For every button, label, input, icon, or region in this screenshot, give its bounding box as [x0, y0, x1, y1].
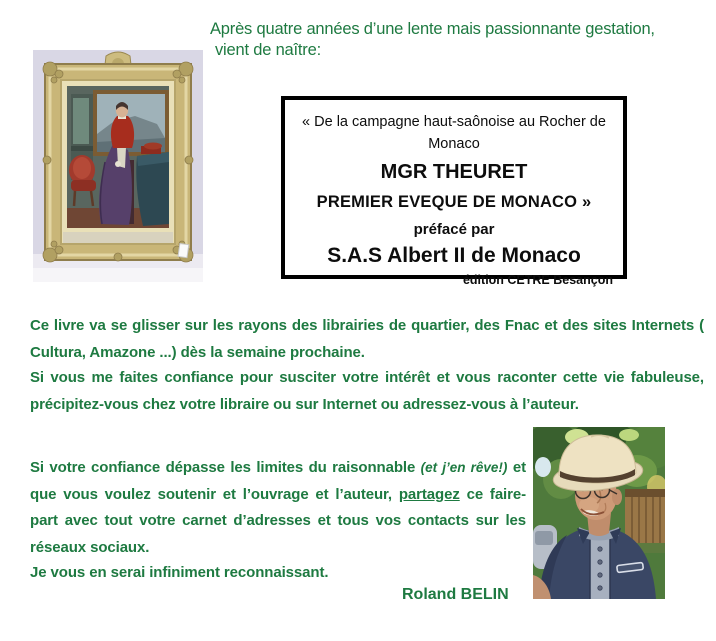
paragraph-availability: Ce livre va se glisser sur les rayons des librairies de quartier, des Fnac et des sites Internets ( Cultura, Amazone ...) dès la semaine prochaine. [30, 317, 704, 361]
share-text-3: ce faire-part avec tout votre carnet d’adresses et tous vos contacts sur les réseaux sociaux. [30, 485, 526, 556]
prefaced-by-label: préfacé par [413, 221, 495, 238]
book-announcement-box [281, 96, 627, 287]
paragraph-invitation: Si vous me faites confiance pour susciter votre intérêt et vous raconter cette vie fabuleuse, précipitez-vous chez votre libraire ou sur Internet ou adressez-vous à l’auteur. [30, 369, 704, 413]
painting-illustration [33, 50, 203, 282]
author-photo [533, 427, 665, 599]
edition-label: édition CETRE Besançon [462, 273, 613, 287]
book-subtitle-line2: Monaco [428, 136, 480, 152]
intro-text [210, 19, 690, 61]
paragraph-thanks: Je vous en serai infiniment reconnaissant. [30, 564, 329, 581]
share-text-underlined: partagez [398, 485, 460, 503]
book-subtitle2: PREMIER EVEQUE DE MONACO » [316, 193, 592, 211]
share-text-italic: (et j’en rêve!) [420, 460, 508, 475]
share-text-1: Si votre confiance dépasse les limites du raisonnable [30, 459, 421, 476]
book-title: MGR THEURET [380, 161, 528, 183]
intro-line-1: Après quatre années d’une lente mais passionnante gestation, [210, 20, 655, 38]
prefacer-name: S.A.S Albert II de Monaco [327, 244, 581, 267]
painting-image [33, 50, 203, 282]
share-text-2: et que vous voulez soutenir et l’ouvrage et l’auteur, [30, 459, 526, 503]
book-subtitle-line1: « De la campagne haut-saônoise au Rocher de [302, 114, 606, 130]
author-photo-illustration [533, 427, 665, 599]
paragraph-share [30, 455, 526, 561]
intro-line-2: vient de naître: [215, 41, 321, 59]
author-signature: Roland BELIN [402, 586, 509, 603]
